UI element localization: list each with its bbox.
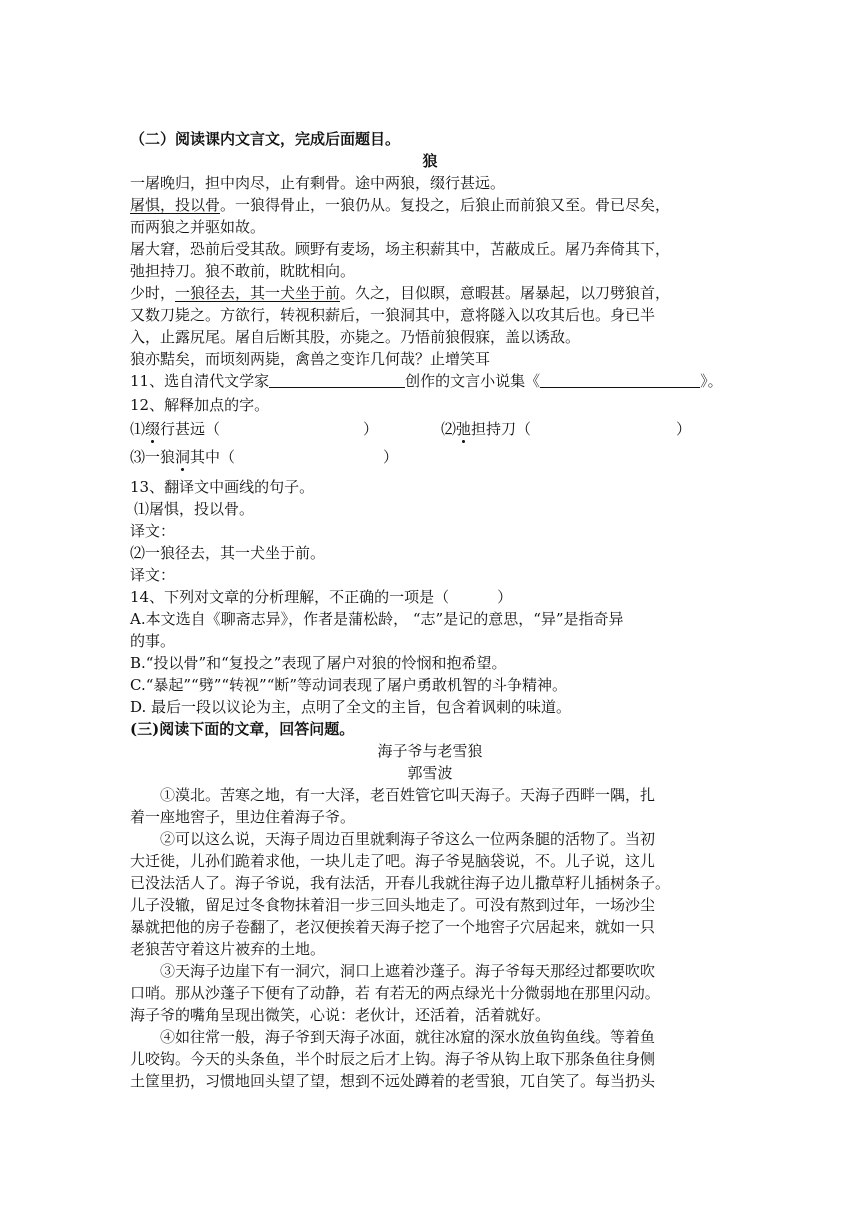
article-para-3-line-3: 海子爷的嘴角呈现出微笑，心说：老伙计，还活着，活着就好。 [130,1006,551,1024]
question-11: 11、选自清代文学家 创作的文言小说集《 》。 [130,372,723,390]
wolf-para-4-line-1: 少时，一狼径去，其一犬坐于前。久之，目似瞑，意暇甚。屠暴起，以刀劈狼首， [130,284,671,302]
option-c: C.“暴起”“劈”“转视”“断”等动词表现了屠户勇敢机智的斗争精神。 [130,676,568,694]
article-para-2-line-5: 暴就把他的房子卷翻了，老汉便挨着天海子挖了一个地窖子穴居起来，就如一只 [130,918,656,936]
question-13-item-2: ⑵一狼径去，其一犬坐于前。 [130,544,326,562]
wolf-para-2-line-1: 屠惧，投以骨。一狼得骨止，一狼仍从。复投之，后狼止而前狼又至。骨已尽矣， [130,196,671,214]
collection-answer-blank[interactable] [540,373,700,388]
translation-label-2: 译文： [130,566,176,584]
question-12-item-1: ⑴缀行甚远（ [130,420,221,438]
article-para-2-line-6: 老狼苦守着这片被弃的土地。 [130,940,326,958]
article-para-4-line-1: ④如往常一般，海子爷到天海子冰面，就往冰窟的深水放鱼钩鱼线。等着鱼 [160,1028,656,1046]
option-b: B.“投以骨”和“复投之”表现了屠户对狼的怜悯和抱希望。 [130,654,507,672]
dotted-char: 洞 [175,448,191,466]
author-answer-blank[interactable] [269,373,405,388]
dotted-char: 弛 [456,420,472,438]
wolf-para-4-line-3: 入，止露尻尾。屠自后断其股，亦毙之。乃悟前狼假寐，盖以诱敌。 [130,328,581,346]
article-para-2-line-1: ②可以这么说，天海子周边百里就剩海子爷这么一位两条腿的活物了。当初 [160,830,656,848]
wolf-para-1: 一屠晚归，担中肉尽，止有剩骨。途中两狼，缀行甚远。 [130,174,506,192]
wolf-para-5: 狼亦黠矣，而顷刻两毙，禽兽之变诈几何哉？止增笑耳 [130,350,491,368]
article-para-3-line-1: ③天海子边崖下有一洞穴，洞口上遮着沙蓬子。海子爷每天那经过都要吹吹 [160,962,656,980]
question-12-item-2-close: ） [676,420,692,438]
question-13-item-1: ⑴屠惧，投以骨。 [134,500,255,518]
question-14: 14、下列对文章的分析理解，不正确的一项是（ ） [130,588,513,606]
wolf-para-2-line-2: 而两狼之并驱如故。 [130,218,266,236]
article-title: 海子爷与老雪狼 [377,742,483,760]
wolf-para-3-line-2: 弛担持刀。狼不敢前，眈眈相向。 [130,262,356,280]
question-12-item-3: ⑶一狼洞其中（ [130,448,236,466]
underlined-sentence-2: 一狼径去，其一犬坐于前 [175,284,341,302]
wolf-title: 狼 [422,152,438,170]
article-para-3-line-2: 口哨。那从沙蓬子下便有了动静，若 有若无的两点绿光十分微弱地在那里闪动。 [130,984,660,1002]
wolf-para-3-line-1: 屠大窘，恐前后受其敌。顾野有麦场，场主积薪其中，苫蔽成丘。屠乃奔倚其下， [130,240,671,258]
section-2-heading: （二）阅读课内文言文，完成后面题目。 [130,130,401,148]
translation-label-1: 译文： [130,522,176,540]
wolf-para-4-line-2: 又数刀毙之。方欲行，转视积薪后，一狼洞其中，意将隧入以攻其后也。身已半 [130,306,656,324]
article-para-1-line-2: 着一座地窖子，里边住着海子爷。 [130,808,356,826]
article-para-1-line-1: ①漠北。苦寒之地，有一大泽，老百姓管它叫天海子。天海子西畔一隅，扎 [160,786,656,804]
section-3-heading: (三)阅读下面的文章，回答问题。 [130,720,355,738]
underlined-sentence-1: 屠惧，投以骨 [130,196,221,214]
article-para-2-line-4: 儿子没辙，留足过冬食物抹着泪一步三回头地走了。可没有熬到过年，一场沙尘 [130,896,656,914]
article-para-2-line-3: 已没法活人了。海子爷说，我有法活，开春儿我就往海子边儿撒草籽儿插树条子。 [130,874,671,892]
option-a-line-2: 的事。 [130,632,176,650]
option-d: D. 最后一段以议论为主，点明了全文的主旨，包含着讽刺的味道。 [130,698,572,716]
question-13: 13、翻译文中画线的句子。 [130,478,315,496]
question-12-item-2: ⑵弛担持刀（ [441,420,532,438]
question-12: 12、解释加点的字。 [130,396,270,414]
article-author: 郭雪波 [407,764,453,782]
article-para-4-line-2: 儿咬钩。今天的头条鱼，半个时辰之后才上钩。海子爷从钩上取下那条鱼往身侧 [130,1050,656,1068]
question-12-item-3-close: ） [383,448,399,466]
article-para-4-line-3: 土筐里扔，习惯地回头望了望，想到不远处蹲着的老雪狼，兀自笑了。每当扔头 [130,1072,656,1090]
question-12-item-1-close: ） [363,420,379,438]
option-a-line-1: A.本文选自《聊斋志异》，作者是蒲松龄， “志”是记的意思，“异”是指奇异 [130,610,624,628]
dotted-char: 缀 [145,420,161,438]
article-para-2-line-2: 大迁徙，儿孙们跪着求他，一块儿走了吧。海子爷晃脑袋说，不。儿子说，这儿 [130,852,656,870]
